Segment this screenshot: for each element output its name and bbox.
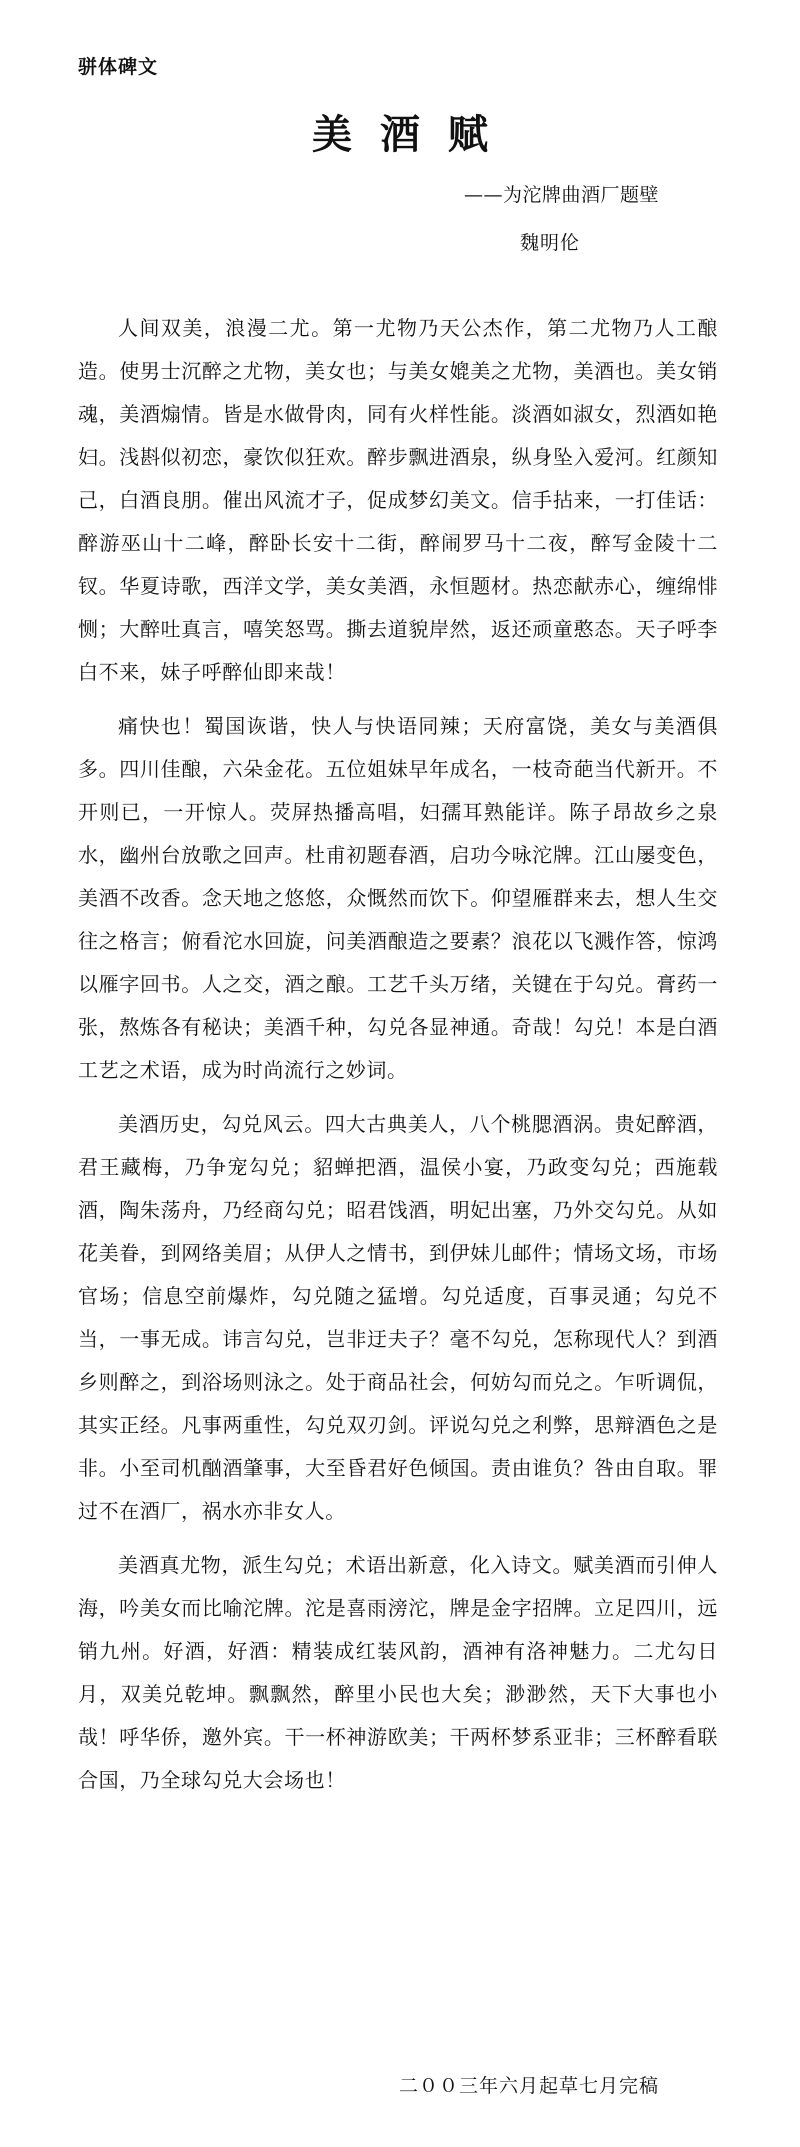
article-body bbox=[78, 307, 718, 1813]
paragraph-3: 美酒历史，勾兑风云。四大古典美人，八个桃腮酒涡。贵妃醉酒，君王藏梅，乃争宠勾兑；貂蝉把酒，温侯小宴，乃政变勾兑；西施载酒，陶朱荡舟，乃经商勾兑；昭君饯酒，明妃出塞，乃外交勾兑。从如花美眷，到网络美眉；从伊人之情书，到伊妹儿邮件；情场文场，市场官场；信息空前爆炸，勾兑随之猛增。勾兑适度，百事灵通；勾兑不当，一事无成。讳言勾兑，岂非迂夫子？毫不勾兑，怎称现代人？到酒乡则醉之，到浴场则泳之。处于商品社会，何妨勾而兑之。乍听调侃，其实正经。凡事两重性，勾兑双刃剑。评说勾兑之利弊，思辩酒色之是非。小至司机酗酒肇事，大至昏君好色倾国。责由谁负？咎由自取。罪过不在酒厂，祸水亦非女人。 bbox=[78, 1112, 718, 1523]
category-label: 骈体碑文 bbox=[78, 56, 159, 78]
page-title: 美酒赋 bbox=[312, 112, 516, 158]
paragraph-1: 人间双美，浪漫二尤。第一尤物乃天公杰作，第二尤物乃人工酿造。使男士沉醉之尤物，美女也；与美女媲美之尤物，美酒也。美女销魂，美酒煽情。皆是水做骨肉，同有火样性能。淡酒如淑女，烈酒如艳妇。浅斟似初恋，豪饮似狂欢。醉步飘进酒泉，纵身坠入爱河。红颜知己，白酒良朋。催出风流才子，促成梦幻美文。信手拈来，一打佳话：醉游巫山十二峰，醉卧长安十二街，醉闹罗马十二夜，醉写金陵十二钗。华夏诗歌，西洋文学，美女美酒，永恒题材。热恋献赤心，缠绵悱恻；大醉吐真言，嘻笑怒骂。撕去道貌岸然，返还顽童憨态。天子呼李白不来，妹子呼醉仙即来哉！ bbox=[78, 316, 718, 684]
composition-date: 二００三年六月起草七月完稿 bbox=[399, 2075, 660, 2097]
paragraph-4: 美酒真尤物，派生勾兑；术语出新意，化入诗文。赋美酒而引伸人海，吟美女而比喻沱牌。沱是喜雨滂沱，牌是金字招牌。立足四川，远销九州。好酒，好酒：精装成红装风韵，酒神有洛神魅力。二尤勾日月，双美兑乾坤。飘飘然，醉里小民也大矣；渺渺然，天下大事也小哉！呼华侨，邀外宾。干一杯神游欧美；干两杯梦系亚非；三杯醉看联合国，乃全球勾兑大会场也！ bbox=[78, 1553, 718, 1792]
author-name: 魏明伦 bbox=[520, 232, 581, 254]
paragraph-2: 痛快也！蜀国诙谐，快人与快语同辣；天府富饶，美女与美酒俱多。四川佳酿，六朵金花。五位姐妹早年成名，一枝奇葩当代新开。不开则已，一开惊人。荧屏热播高唱，妇孺耳熟能详。陈子昂故乡之泉水，幽州台放歌之回声。杜甫初题春酒，启功今咏沱牌。江山屡变色，美酒不改香。念天地之悠悠，众慨然而饮下。仰望雁群来去，想人生交往之格言；俯看沱水回旋，问美酒酿造之要素？浪花以飞溅作答，惊鸿以雁字回书。人之交，酒之酿。工艺千头万绪，关键在于勾兑。膏药一张，熬炼各有秘诀；美酒千种，勾兑各显神通。奇哉！勾兑！本是白酒工艺之术语，成为时尚流行之妙词。 bbox=[78, 714, 718, 1082]
subtitle: ——为沱牌曲酒厂题壁 bbox=[464, 184, 660, 206]
